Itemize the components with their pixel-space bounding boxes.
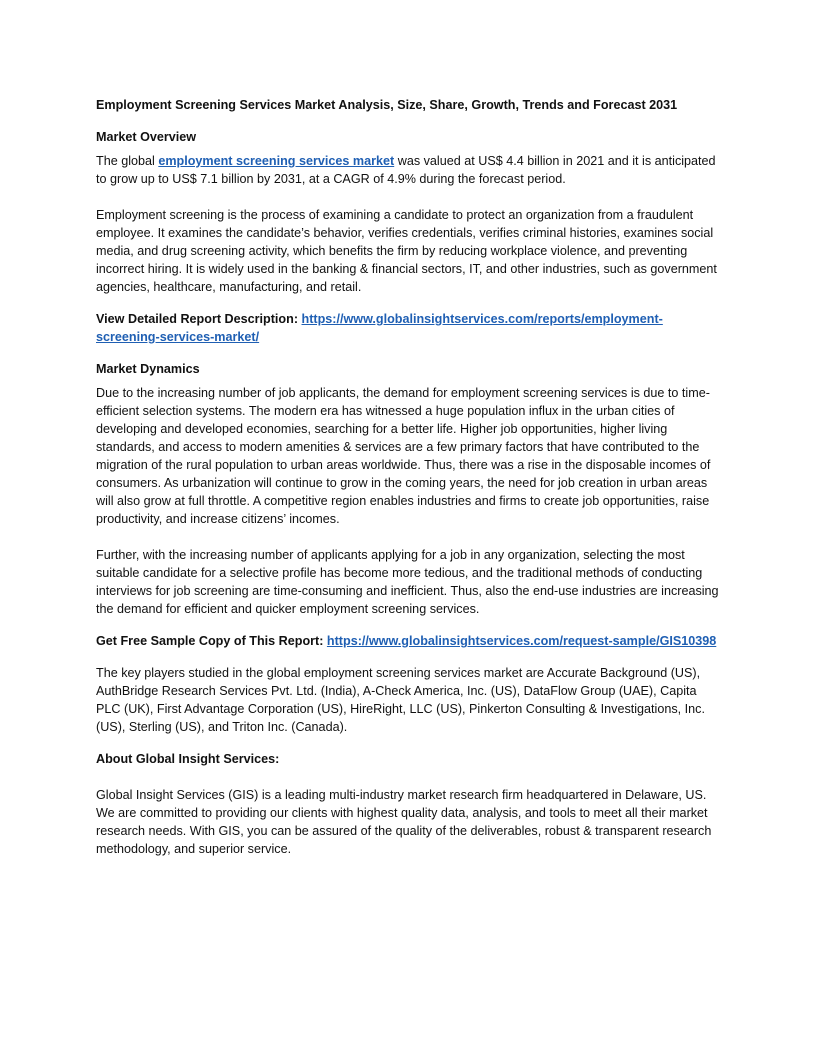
overview-text-prefix: The global [96,154,159,168]
market-overview-heading: Market Overview [96,130,197,144]
market-overview-paragraph-2: Employment screening is the process of examining a candidate to protect an organization from a fraudulent employee. It examines the candidate’s behavior, verifies credentials, verifies criminal histories, examines social media, and drug screening activity, which benefits the firm by reducing workplace violence, and preventing incorrect hiring. It is widely used in the banking & financial sectors, IT, and other industries, such as government agencies, healthcare, manufacturing, and retail. [96,208,717,294]
sample-copy-line [96,632,722,650]
market-dynamics-paragraph-2: Further, with the increasing number of applicants applying for a job in any organization, selecting the most suitable candidate for a selective profile has become more tedious, and the traditional methods of conducting interviews for job screening are time-consuming and inefficient. Thus, also the end-use industries are increasing the demand for efficient and quicker employment screening services. [96,548,719,616]
about-paragraph: Global Insight Services (GIS) is a leading multi-industry market research firm headquartered in Delaware, US. We are committed to providing our clients with highest quality data, analysis, and tools to meet all their market research needs. With GIS, you can be assured of the quality of the deliverables, robust & transparent research methodology, and superior service. [96,788,712,856]
report-description-label: View Detailed Report Description: [96,312,302,326]
report-description-line [96,310,722,346]
sample-copy-label: Get Free Sample Copy of This Report: [96,634,327,648]
market-dynamics-heading: Market Dynamics [96,362,200,376]
market-report-link[interactable]: employment screening services market [158,154,395,168]
report-description-link[interactable]: https://www.globalinsightservices.com/reports/employment-screening-services-market/ [96,312,663,344]
market-dynamics-paragraph-1: Due to the increasing number of job applicants, the demand for employment screening services is due to time-efficient selection systems. The modern era has witnessed a huge population influx in the urban cities of developing and developed economies, searching for a better life. Higher job opportunities, higher living standards, and access to modern amenities & services are a few primary factors that have contributed to the migration of the rural population to urban areas worldwide. Thus, there was a rise in the disposable incomes of consumers. As urbanization will continue to grow in the coming years, the need for job creation in urban areas will also grow at full throttle. A competitive region enables industries and firms to create job opportunities, raise productivity, and increase citizens’ incomes. [96,386,711,526]
market-overview-paragraph-1 [96,152,722,188]
document-title: Employment Screening Services Market Analysis, Size, Share, Growth, Trends and Forecast 2031 [96,98,678,112]
sample-copy-link[interactable]: https://www.globalinsightservices.com/request-sample/GIS10398 [326,634,717,648]
document-page [96,96,722,876]
overview-text-suffix: was valued at US$ 4.4 billion in 2021 and it is anticipated to grow up to US$ 7.1 billion by 2031, at a CAGR of 4.9% during the forecast period. [96,154,716,186]
key-players-paragraph: The key players studied in the global employment screening services market are Accurate Background (US), AuthBridge Research Services Pvt. Ltd. (India), A-Check America, Inc. (US), DataFlow Group (UAE), Capita PLC (UK), First Advantage Corporation (US), HireRight, LLC (US), Pinkerton Consulting & Investigations, Inc. (US), Sterling (US), and Triton Inc. (Canada). [96,666,705,734]
about-heading: About Global Insight Services: [96,752,280,766]
